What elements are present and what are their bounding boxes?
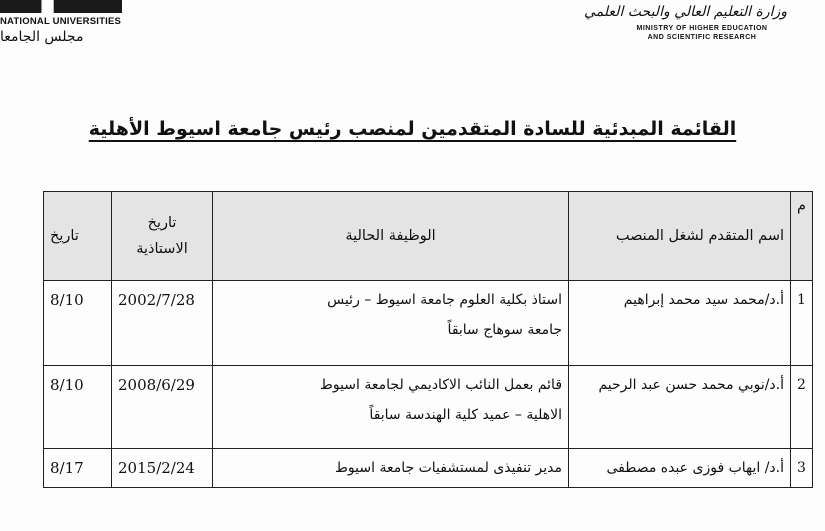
cell-job [213, 449, 569, 488]
cell-name: أ.د/ ايهاب فوزى عبده مصطفى [569, 449, 791, 488]
cell-job-line-2: الاهلية – عميد كلية الهندسة سابقاً [369, 407, 563, 423]
header-prof-date-line-2: الاستاذية [136, 241, 188, 257]
cell-job-line-1: قائم بعمل النائب الاكاديمي لجامعة اسيوط [319, 377, 563, 393]
cell-job-line-2: جامعة سوهاج سابقاً [447, 322, 563, 338]
cell-prof-date: 2015/2/24 [112, 449, 213, 488]
ministry-english-line-2: AND SCIENTIFIC RESEARCH [647, 34, 757, 41]
ministry-logo [584, 0, 787, 50]
header-prof-date [112, 192, 213, 281]
applicants-table [43, 191, 813, 488]
cell-next-col: 8/10 [44, 366, 112, 449]
cell-prof-date: 2002/7/28 [112, 281, 213, 366]
cell-num: 2 [791, 366, 813, 449]
header-next-col: تاريخ [44, 192, 112, 281]
cell-prof-date: 2008/6/29 [112, 366, 213, 449]
cell-name: أ.د/نوبي محمد حسن عبد الرحيم [569, 366, 791, 449]
table-row [44, 281, 813, 366]
logo-english-text: NATIONAL UNIVERSITIES [0, 16, 122, 27]
document-title [0, 118, 825, 140]
cell-job [213, 366, 569, 449]
cell-job-line-1: استاذ بكلية العلوم جامعة اسيوط – رئيس [327, 292, 563, 308]
cell-name: أ.د/محمد سيد محمد إبراهيم [569, 281, 791, 366]
ministry-arabic-name: وزارة التعليم العالي والبحث العلمي [584, 4, 787, 20]
header-num: م [791, 192, 813, 281]
table-header-row [44, 192, 813, 281]
logo-arabic-text: مجلس الجامعا [0, 29, 84, 45]
ministry-english-line-1: MINISTRY OF HIGHER EDUCATION [636, 25, 768, 32]
cell-next-col: 8/10 [44, 281, 112, 366]
table-row [44, 449, 813, 488]
national-universities-logo [0, 0, 130, 52]
cell-job-line-1: مدير تنفيذى لمستشفيات جامعة اسيوط [334, 460, 563, 476]
title-text: القائمة المبدئية للسادة المتقدمين لمنصب رئيس جامعة اسيوط الأهلية [88, 118, 737, 140]
cell-num: 3 [791, 449, 813, 488]
cell-next-col: 8/17 [44, 449, 112, 488]
logo-mark [0, 0, 122, 13]
cell-num: 1 [791, 281, 813, 366]
header-prof-date-line-1: تاريخ [147, 215, 177, 231]
table-row [44, 366, 813, 449]
header-job: الوظيفة الحالية [213, 192, 569, 281]
header-name: اسم المتقدم لشغل المنصب [569, 192, 791, 281]
cell-job [213, 281, 569, 366]
